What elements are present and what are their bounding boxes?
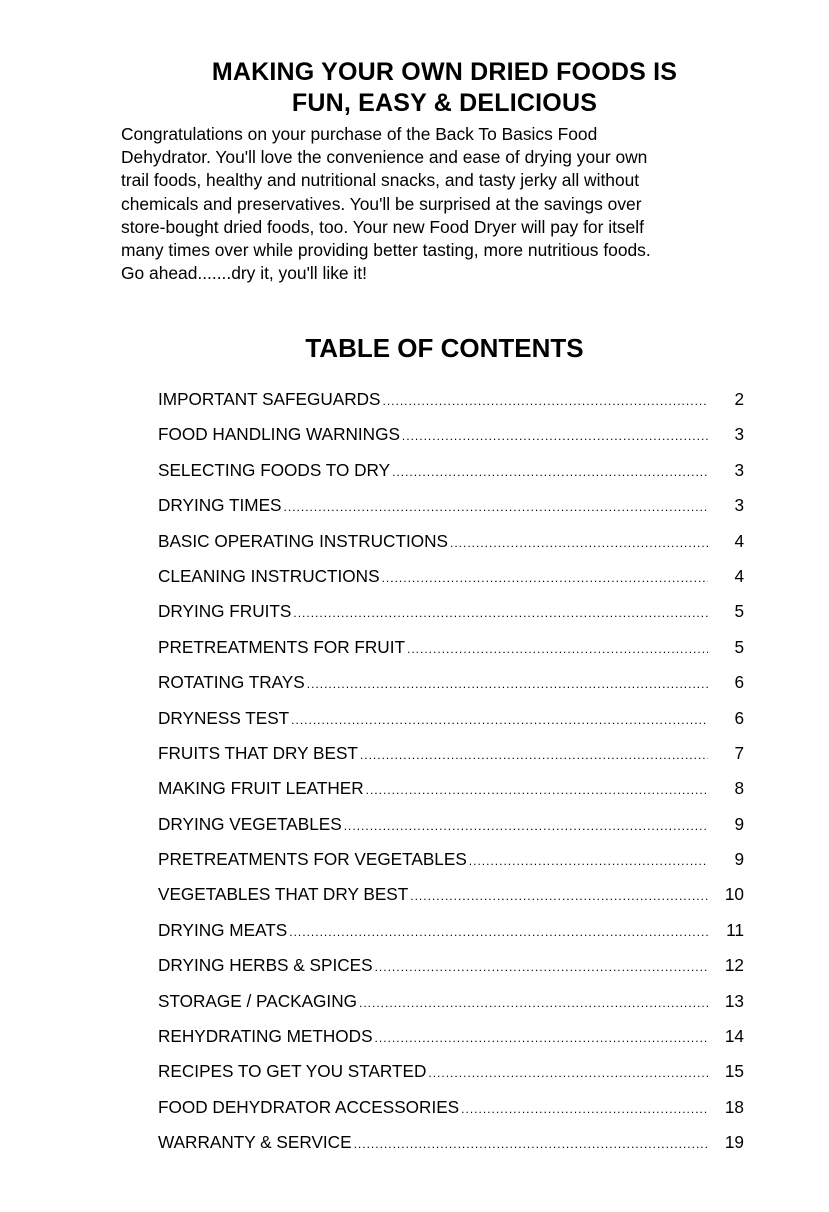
toc-dot-leader <box>461 1102 708 1116</box>
toc-list <box>158 389 748 1168</box>
toc-entry <box>158 1132 748 1167</box>
intro-paragraph <box>121 123 761 285</box>
toc-dot-leader <box>359 996 708 1010</box>
toc-entry-page-number: 19 <box>724 1132 744 1153</box>
toc-entry <box>158 566 748 601</box>
toc-dot-leader <box>392 465 708 479</box>
toc-entry-page-number: 18 <box>724 1096 744 1117</box>
toc-entry-label: FOOD DEHYDRATOR ACCESSORIES <box>158 1096 460 1117</box>
toc-entry-page-number: 3 <box>734 424 744 445</box>
page-heading-line-1: MAKING YOUR OWN DRIED FOODS IS <box>211 58 678 86</box>
toc-dot-leader <box>428 1066 708 1080</box>
toc-entry <box>158 424 748 459</box>
intro-line: many times over while providing better tasting, more nutritious foods. <box>121 240 651 261</box>
toc-dot-leader <box>360 748 708 762</box>
toc-entry-label: IMPORTANT SAFEGUARDS <box>158 389 381 409</box>
toc-entry <box>158 849 748 884</box>
intro-line: Congratulations on your purchase of the Back To Basics Food <box>121 124 598 144</box>
toc-title: TABLE OF CONTENTS <box>305 333 584 363</box>
toc-entry-label: PRETREATMENTS FOR VEGETABLES <box>158 849 467 870</box>
toc-entry-label: DRYNESS TEST <box>158 707 290 728</box>
toc-entry-page-number: 7 <box>734 742 744 763</box>
toc-entry <box>158 460 748 495</box>
toc-entry-label: VEGETABLES THAT DRY BEST <box>158 884 409 905</box>
intro-line: Go ahead.......dry it, you'll like it! <box>121 263 367 284</box>
toc-entry-label: WARRANTY & SERVICE <box>158 1132 352 1153</box>
toc-entry-page-number: 11 <box>726 919 744 940</box>
toc-dot-leader <box>450 536 708 550</box>
toc-entry-label: REHYDRATING METHODS <box>158 1026 373 1047</box>
toc-entry-page-number: 3 <box>734 495 744 516</box>
toc-entry <box>158 743 748 778</box>
toc-entry-page-number: 4 <box>734 565 744 586</box>
toc-entry-page-number: 15 <box>724 1061 744 1082</box>
toc-entry-label: DRYING FRUITS <box>158 601 292 622</box>
toc-entry-page-number: 12 <box>724 955 744 976</box>
toc-entry-label: PRETREATMENTS FOR FRUIT <box>158 636 405 657</box>
toc-entry-label: CLEANING INSTRUCTIONS <box>158 565 380 586</box>
toc-dot-leader <box>293 606 708 620</box>
toc-entry-page-number: 14 <box>724 1026 744 1047</box>
toc-entry-label: DRYING TIMES <box>158 495 282 516</box>
toc-entry-page-number: 9 <box>734 849 744 870</box>
toc-entry <box>158 1026 748 1061</box>
toc-entry-page-number: 6 <box>734 672 744 693</box>
toc-entry-page-number: 13 <box>724 990 744 1011</box>
toc-entry <box>158 389 748 424</box>
toc-entry-label: SELECTING FOODS TO DRY <box>158 459 391 480</box>
toc-dot-leader <box>291 713 708 727</box>
toc-dot-leader <box>375 960 708 974</box>
toc-entry <box>158 531 748 566</box>
toc-dot-leader <box>354 1137 708 1151</box>
toc-dot-leader <box>284 500 708 514</box>
page-heading-line-2: FUN, EASY & DELICIOUS <box>291 89 598 117</box>
toc-entry-page-number: 4 <box>734 530 744 551</box>
toc-entry-label: FRUITS THAT DRY BEST <box>158 742 358 763</box>
toc-dot-leader <box>375 1031 708 1045</box>
toc-entry-label: FOOD HANDLING WARNINGS <box>158 424 400 445</box>
toc-entry <box>158 708 748 743</box>
toc-dot-leader <box>407 642 708 656</box>
toc-dot-leader <box>382 571 708 585</box>
toc-entry <box>158 778 748 813</box>
intro-line: trail foods, healthy and nutritional snacks, and tasty jerky all without <box>121 170 640 191</box>
toc-entry-label: DRYING VEGETABLES <box>158 813 342 834</box>
intro-line: Dehydrator. You'll love the convenience and ease of drying your own <box>121 147 648 168</box>
toc-dot-leader <box>469 854 708 868</box>
toc-entry-label: MAKING FRUIT LEATHER <box>158 778 364 799</box>
toc-entry-page-number: 2 <box>734 389 744 409</box>
toc-dot-leader <box>383 394 708 408</box>
toc-entry <box>158 672 748 707</box>
toc-entry-page-number: 3 <box>734 459 744 480</box>
toc-dot-leader <box>344 819 708 833</box>
toc-entry-page-number: 5 <box>734 636 744 657</box>
toc-entry-page-number: 6 <box>734 707 744 728</box>
toc-entry <box>158 601 748 636</box>
toc-entry <box>158 1061 748 1096</box>
toc-entry-label: ROTATING TRAYS <box>158 672 305 693</box>
toc-entry <box>158 814 748 849</box>
toc-dot-leader <box>366 783 708 797</box>
intro-line: store-bought dried foods, too. Your new Food Dryer will pay for itself <box>121 216 644 237</box>
toc-entry <box>158 637 748 672</box>
toc-entry-label: RECIPES TO GET YOU STARTED <box>158 1061 427 1082</box>
toc-entry-label: BASIC OPERATING INSTRUCTIONS <box>158 530 448 551</box>
toc-entry <box>158 955 748 990</box>
toc-dot-leader <box>307 677 708 691</box>
toc-entry-label: DRYING MEATS <box>158 919 288 940</box>
toc-entry <box>158 991 748 1026</box>
toc-entry-label: DRYING HERBS & SPICES <box>158 955 373 976</box>
toc-entry-page-number: 5 <box>734 601 744 622</box>
intro-line: chemicals and preservatives. You'll be surprised at the savings over <box>121 193 642 214</box>
toc-entry <box>158 1097 748 1132</box>
toc-entry <box>158 884 748 919</box>
toc-dot-leader <box>402 429 708 443</box>
toc-dot-leader <box>289 925 708 939</box>
toc-dot-leader <box>410 889 708 903</box>
toc-entry-page-number: 8 <box>734 778 744 799</box>
toc-entry-page-number: 9 <box>734 813 744 834</box>
toc-entry-page-number: 10 <box>724 884 744 905</box>
toc-entry <box>158 920 748 955</box>
toc-entry-label: STORAGE / PACKAGING <box>158 990 357 1011</box>
toc-entry <box>158 495 748 530</box>
